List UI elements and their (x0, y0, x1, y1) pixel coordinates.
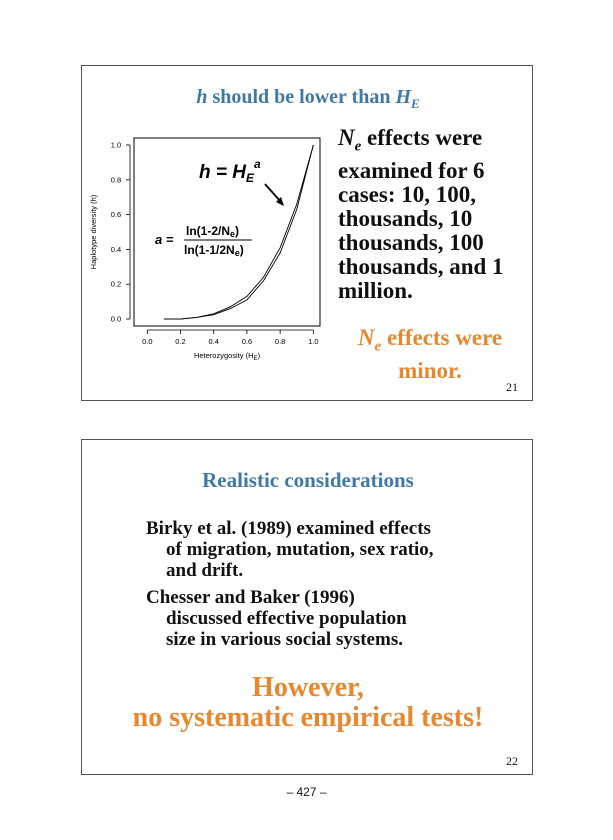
x-tick-label: 0.0 (142, 337, 153, 346)
diversity-chart (82, 126, 332, 371)
y-tick-label: 0.4 (110, 244, 122, 254)
x-tick-label: 1.0 (308, 337, 319, 346)
para2-line1: Chesser and Baker (1996) (146, 587, 355, 608)
y-tick-label: 0.2 (110, 279, 122, 289)
slide-22 (81, 439, 533, 775)
slide-title: Realistic considerations (202, 468, 414, 492)
x-tick-label: 0.2 (175, 337, 186, 346)
para2-line2: discussed effective population (166, 608, 407, 629)
y-tick-label: 0.8 (110, 175, 122, 185)
eq-a: a = (155, 232, 174, 247)
y-tick-label: 0.0 (110, 314, 122, 324)
para1-line3: and drift. (166, 560, 244, 581)
however-text (82, 673, 534, 733)
ne-minor-text (338, 326, 522, 383)
ne-sub: e (354, 138, 362, 155)
title-he: H (395, 86, 412, 108)
slide-21 (81, 65, 533, 401)
page-number: 22 (506, 754, 518, 768)
minor-ne-symbol: N (357, 325, 375, 350)
y-axis-label: Haplotype diversity (h) (89, 194, 98, 270)
title-h: h (196, 86, 208, 108)
slide-title (82, 86, 534, 112)
minor-text-body: effects were minor. (381, 325, 503, 383)
title-he-sub: E (411, 96, 420, 111)
x-tick-label: 0.6 (241, 337, 253, 346)
ne-effects-text (338, 126, 534, 303)
eq-numerator: ln(1-2/Ne) (186, 224, 240, 239)
para1-line1: Birky et al. (1989) examined effects (146, 518, 431, 539)
x-tick-label: 0.8 (274, 337, 286, 346)
eq-denominator: ln(1-1/2Ne) (184, 243, 244, 258)
minor-ne-sub: e (374, 338, 382, 355)
x-tick-label: 0.4 (208, 337, 219, 346)
ne-effects-body: effects were examined for 6 cases: 10, 100, thousands, 10 thousands, 100 thousands, and 1 million. (338, 125, 504, 303)
however-line1: However, (252, 672, 364, 703)
y-axis (111, 140, 130, 323)
y-tick-label: 0.6 (110, 210, 122, 220)
title-text: should be lower than (207, 86, 396, 108)
formula-h: $h = H_E^a$ (199, 157, 261, 185)
x-axis-label: Heterozygosity $(H_E)$ (193, 351, 261, 362)
x-axis (142, 330, 319, 346)
ne-symbol: N (338, 125, 355, 150)
formula-arrow (265, 184, 281, 202)
page-footer: – 427 – (286, 785, 327, 799)
however-line2: no systematic empirical tests! (132, 702, 484, 733)
para2-line3: size in various social systems. (166, 629, 403, 650)
slide-body (146, 518, 506, 650)
para1-line2: of migration, mutation, sex ratio, (166, 539, 434, 560)
page-number: 21 (506, 380, 518, 394)
y-tick-label: 1.0 (110, 140, 122, 150)
